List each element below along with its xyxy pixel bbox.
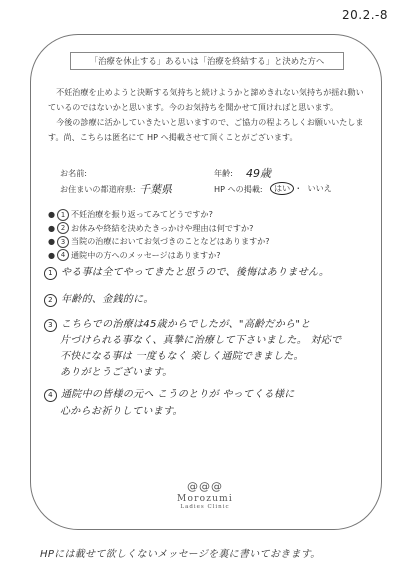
hp-no: いいえ <box>307 183 332 193</box>
intro-paragraph-2: 今後の診療に活かしていきたいと思いますので、ご協力の程よろしくお願いいたします。尚、こちらは匿名にて HP へ掲載させて頂くことがございます。 <box>48 117 364 142</box>
question-item <box>48 222 270 236</box>
question-text: 当院の治療においてお気づきのことなどはありますか? <box>71 236 270 246</box>
intro-text <box>48 85 368 145</box>
question-list <box>48 208 270 262</box>
clinic-name: Morozumi <box>177 494 233 504</box>
bullet-icon: ● <box>48 209 56 219</box>
date-handwritten: 20.2.-8 <box>342 8 388 22</box>
answer-1 <box>44 263 329 280</box>
answer-4-line-1: 通院中の皆様の元へ こうのとりが やってくる様に <box>61 389 295 400</box>
hp-separator: ・ <box>294 183 303 193</box>
answer-number: 4 <box>44 389 57 402</box>
question-number: 3 <box>57 236 69 248</box>
age-value: 49歳 <box>246 167 271 180</box>
question-number: 4 <box>57 249 69 261</box>
age-label: 年齢: <box>214 168 233 178</box>
answer-4 <box>44 385 295 402</box>
prefecture-value: 千葉県 <box>139 183 172 196</box>
answer-2-text: 年齢的、金銭的に。 <box>61 294 154 305</box>
question-number: 1 <box>57 209 69 221</box>
answer-3-line-4: ありがとうございます。 <box>60 367 173 378</box>
name-label: お名前: <box>60 168 88 178</box>
bullet-icon: ● <box>48 236 56 246</box>
answer-4-line-2: 心からお祈りしています。 <box>60 406 183 417</box>
answer-3 <box>44 315 311 332</box>
prefecture-label: お住まいの都道府県: <box>60 184 136 194</box>
question-item <box>48 208 270 222</box>
clinic-subtitle: Ladies Clinic <box>180 504 230 510</box>
page-title: 「治療を休止する」あるいは「治療を終結する」と決めた方へ <box>70 52 344 70</box>
answer-number: 3 <box>44 319 57 332</box>
question-text: 通院中の方へのメッセージはありますか? <box>71 249 221 260</box>
question-text: お休みや終結を決めたきっかけや理由は何ですか? <box>71 222 254 233</box>
answer-number: 1 <box>44 267 57 280</box>
hp-consent-label: HP への掲載: <box>214 184 263 194</box>
question-text: 不妊治療を振り返ってみてどうですか? <box>71 209 213 219</box>
footer-note: HPには載せて欲しくないメッセージを裏に書いておきます。 <box>40 549 321 560</box>
question-number: 2 <box>57 222 69 234</box>
answer-number: 2 <box>44 294 57 307</box>
question-item <box>48 235 270 249</box>
question-item <box>48 249 270 263</box>
hp-consent-options <box>270 182 332 195</box>
answer-2 <box>44 290 154 307</box>
answer-3-line-2: 片づけられる事なく、真摯に治療して下さいました。 対応で <box>60 335 342 346</box>
hp-yes-circled: はい <box>270 182 294 195</box>
clinic-logo <box>0 480 410 510</box>
answer-3-line-1: こちらでの治療は45歳からでしたが、"高齢だから"と <box>61 319 311 330</box>
answer-1-text: やる事は全てやってきたと思うので、後悔はありません。 <box>61 267 330 278</box>
intro-paragraph-1: 不妊治療を止めようと決断する気持ちと続けようかと諦めきれない気持ちが揺れ動いているのではないかと思います。今のお気持ちを聞かせて頂ければと思います。 <box>48 87 364 112</box>
bullet-icon: ● <box>48 249 56 260</box>
bullet-icon: ● <box>48 222 56 233</box>
answer-3-line-3: 不快になる事は 一度もなく 楽しく通院できました。 <box>60 351 304 362</box>
swirl-logo-icon: @@@ <box>187 480 223 493</box>
